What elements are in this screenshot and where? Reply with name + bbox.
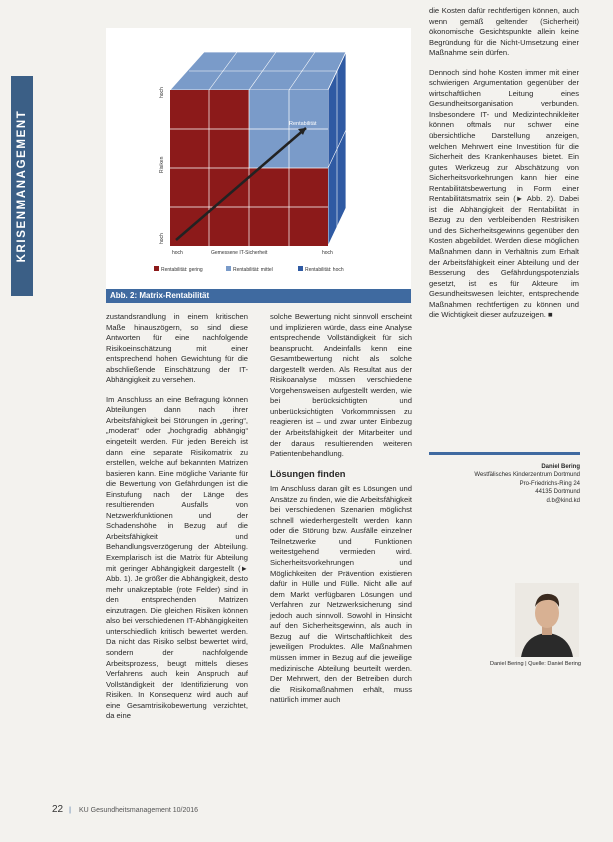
paragraph: Im Anschluss an eine Befragung können Abteilungen dann nach ihrer Arbeitsfähigkeit bei Störungen in „gering“, „moderat“ oder „hochgradig abhängig“ eingeteilt werden. Für jeden Bereich ist dann eine separate Risikomatrix zu erstellen, welche auf bekannten Matrizen basieren kann. Eine mögliche Variante für die Bewertung von Gefährdungen ist die Einstufung nach der Länge des resultierenden Ausfalls von Netzwerkfunktionen und der Schadenshöhe in Bezug auf die Arbeitsfähigkeit und Behandlungsverzögerung der Abteilung. Exemplarisch ist die Matrix für Abteilung mit geringer Abhängigkeit dargestellt (► Abb. 1). Je größer die Abhängigkeit, desto mehr unakzeptable (rote Felder) sind in den entsprechenden Matrizen einzutragen. Die gleichen Risiken können also bei verschiedenen IT-Abhängigkeiten unterschiedlich kritisch bewertet werden. Da nicht das Risiko selbst bewertet wird, sondern der nachfolgende Arbeitsprozess, beugt mittels dieses Verfahrens auch kein Anspruch auf Vollständigkeit der Identifizierung von Risiken. In Konsequenz wird auch auf eine Gesamtrisikobewertung verzichtet, da eine: [106, 394, 248, 721]
y-axis-title: Risiken: [159, 156, 165, 173]
paragraph: solche Bewertung nicht sinnvoll erscheint und implizieren würde, dass eine Analyse entsprechende Vollständigkeit für sich beansprucht. Andeinfalls kenn eine Gesamtbewertung nicht als solche dargestellt werden. Als Resultat aus der Risikoanalyse müssen verschiedene Vorgehensweisen aufgestellt werden, wie bei berücksichtigten und unberücksichtigten Vorkommnissen zu reagieren ist – und zwar unter Einbezug der Arbeitsfähigkeit der Mitarbeiter und der daraus resultierenden weiteren Patientenbehandlung.: [270, 312, 412, 459]
legend-high: Rentabilität: hoch: [305, 267, 344, 273]
figure-caption: Abb. 2: Matrix-Rentabilität: [106, 289, 411, 303]
legend-mid: Rentabilität: mittel: [233, 267, 273, 273]
divider: [429, 452, 580, 455]
section-tab: [11, 76, 33, 296]
photo-caption: Daniel Bering | Quelle: Daniel Bering: [489, 661, 581, 667]
author-line: d.b@kind.kd: [546, 497, 580, 504]
column-2: [270, 312, 412, 715]
x-high-label: hoch: [322, 250, 333, 256]
rentability-cube: [106, 28, 411, 303]
author-photo: [515, 583, 579, 657]
page-number: 22: [52, 804, 64, 815]
column-3: [429, 6, 579, 330]
y-low-label: hoch: [159, 233, 165, 244]
paragraph: Im Anschluss daran gilt es Lösungen und Ansätze zu finden, wie die Arbeitsfähigkeit bei verschiedenen Szenarien möglichst schnell wiederhergestellt werden kann oder die Störung bzw. Ausfälle einzelner Teilnetzwerke und Funktionen weitestgehend vermieden wird. Sicherheitsvorkehrungen und Möglichkeiten der Prävention existieren dafür in Hülle und Fülle. Nicht alle auf dem Markt verfügbaren Lösungen und Verfahren zur Netzwerksicherung sind jedoch auch sinnvoll. Sowohl in Hinsicht auf den Sicherheitsgewinn, als auch in Bezug auf die Wirtschaftlichkeit des jeweiligen Produktes. Alle Maßnahmen müssen immer in Bezug auf die jeweilige medizinische Abteilung beurteilt werden. Der Mehrwert, den der Betreiben durch die Risikomaßnahmen erhält, muss natürlich immer auch: [270, 484, 412, 705]
matrix-figure: [106, 28, 411, 303]
y-high-label: hoch: [159, 87, 165, 98]
author-name: Daniel Bering: [541, 464, 580, 470]
author-line: Pro-Friedrichs-Ring 24: [519, 480, 580, 487]
column-1: [106, 312, 248, 731]
page-footer: [52, 804, 198, 815]
paragraph: Dennoch sind hohe Kosten immer mit einer schwierigen Argumentation gegenüber der wirtschaftlichen Leitung eines Gesundheitsorganisation verbunden. Insbesondere IT- und Medizintechnikleiter können oftmals nur schwer eine übersichtliche Darstellung anzeigen, welchen Mehrwert eine Investition für die Sicherheit des Krankenhauses bietet. Ein gutes Werkzeug zur Abschätzung von Sicherheitsvorkehrungen kann hier eine Rentabilitätsbewertung in Form einer Rentabilitätsmatrix sein (► Abb. 2). Dabei ist die Abhängigkeit der Rentabilität in Bezug zu den verbleibenden Restrisiken und des Sicherheitsgewinns gegenüber den Kosten abgebildet. Werden diese möglichen Maßnahmen dann in Verhältnis zum Erhalt der Arbeitsfähigkeit einer Abteilung und der Besserung des Gefährdungspotenzials gesetzt, ist es für Akteure im Gesundheitswesen leichter, entsprechende Maßnahmen rechtfertigen zu können und die Wichtigkeit dieser aufzuzeigen. ■: [429, 67, 579, 320]
x-axis-title: Gemessene IT-Sicherheit: [211, 250, 268, 256]
author-line: Westfälisches Kinderzentrum Dortmund: [474, 472, 580, 479]
paragraph: zustandsrandlung in einem kritischen Maße hinauszögern, so sind diese Antworten für eine nachfolgende Risikoeinschätzung mit einer entsprechend hohen Gewichtung für die abschließende Einschätzung der IT-Abhängigkeit zu versehen.: [106, 312, 248, 385]
x-low-label: hoch: [172, 250, 183, 256]
paragraph: die Kosten dafür rechtfertigen können, auch wenn gemäß geltender (Sicherheit) ökonomische Gesichtspunkte allein keine Begründung für die Nicht-Umsetzung einer Maßnahme sein dürfen.: [429, 6, 579, 58]
author-box: [468, 463, 580, 505]
legend-low: Rentabilität: gering: [161, 267, 203, 273]
author-line: 44135 Dortmund: [535, 489, 580, 496]
journal-name: KU Gesundheitsmanagement 10/2016: [78, 807, 199, 814]
footer-separator: |: [69, 807, 71, 814]
section-heading: Lösungen finden: [270, 467, 346, 479]
arrow-label: Rentabilität: [289, 121, 317, 127]
section-label: KRISENMANAGEMENT: [16, 109, 28, 263]
